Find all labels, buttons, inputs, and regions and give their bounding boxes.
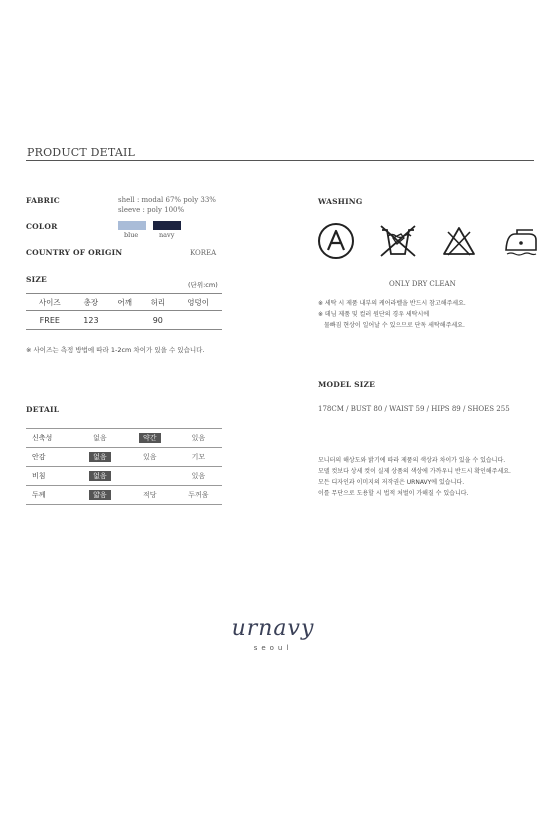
- size-note: ※ 사이즈는 측정 방법에 따라 1-2cm 차이가 있을 수 있습니다.: [26, 346, 205, 354]
- disclaimer-line: 이를 무단으로 도용할 시 법적 처벌이 가해질 수 있습니다.: [318, 490, 469, 497]
- size-col-header: 엉덩이: [174, 294, 222, 311]
- model-size-value: 178CM / BUST 80 / WAIST 59 / HIPS 89 / SHOES 255: [318, 405, 510, 413]
- disclaimer-line: 모델 컷보다 상세 컷이 실제 상품의 색상에 가까우니 반드시 확인해주세요.: [318, 468, 511, 475]
- washing-label: WASHING: [318, 197, 363, 206]
- detail-option: 있음: [125, 448, 175, 467]
- washing-note-1: ※ 세탁 시 제품 내부의 케어라벨을 반드시 참고해주세요.: [318, 300, 466, 307]
- fabric-sleeve-value: sleeve : poly 100%: [118, 206, 185, 214]
- color-label: COLOR: [26, 222, 58, 231]
- size-col-header: 사이즈: [26, 294, 74, 311]
- table-row: [26, 448, 222, 467]
- no-bleach-icon: [442, 226, 476, 256]
- size-cell: 123: [74, 311, 109, 330]
- color-swatch-navy: [153, 221, 181, 230]
- size-table-header: [26, 294, 222, 311]
- detail-option: 적당: [125, 486, 175, 505]
- brand-logo: [228, 617, 318, 652]
- origin-value: KOREA: [190, 249, 217, 257]
- brand-logo-wordmark: urnavy: [231, 616, 315, 641]
- size-col-header: 어깨: [108, 294, 141, 311]
- fabric-shell-value: shell : modal 67% poly 33%: [118, 196, 216, 204]
- detail-row-label: 신축성: [26, 429, 75, 448]
- detail-option-selected: 없음: [75, 467, 125, 486]
- detail-option: [125, 467, 175, 486]
- color-name-blue: blue: [124, 231, 139, 239]
- size-unit: (단위:cm): [188, 281, 218, 289]
- detail-option: 두꺼움: [175, 486, 222, 505]
- size-table: [26, 293, 222, 330]
- dry-clean-a-icon: [317, 222, 355, 260]
- fabric-label: FABRIC: [26, 196, 60, 205]
- size-cell: 90: [141, 311, 174, 330]
- size-label: SIZE: [26, 275, 47, 284]
- color-name-navy: navy: [159, 231, 175, 239]
- no-hand-wash-icon: [379, 224, 417, 258]
- detail-option: 기모: [175, 448, 222, 467]
- detail-row-label: 비침: [26, 467, 75, 486]
- detail-option: 있음: [175, 429, 222, 448]
- size-cell: FREE: [26, 311, 74, 330]
- size-col-header: 허리: [141, 294, 174, 311]
- color-swatch-blue: [118, 221, 146, 230]
- size-cell: [174, 311, 222, 330]
- detail-row-label: 안감: [26, 448, 75, 467]
- brand-logo-subtitle: seoul: [253, 644, 293, 652]
- detail-table: [26, 428, 222, 505]
- iron-low-icon: [503, 226, 539, 256]
- origin-label: COUNTRY OF ORIGIN: [26, 248, 123, 257]
- washing-note-3: 물빠짐 현상이 일어날 수 있으므로 단독 세탁해주세요.: [324, 322, 465, 329]
- disclaimer-line: 모니터의 해상도와 밝기에 따라 제품의 색상과 차이가 있을 수 있습니다.: [318, 457, 506, 464]
- detail-option: 없음: [75, 429, 125, 448]
- detail-label: DETAIL: [26, 405, 60, 414]
- detail-option-selected: 없음: [75, 448, 125, 467]
- page-title: PRODUCT DETAIL: [27, 146, 136, 159]
- table-row: [26, 429, 222, 448]
- detail-option-selected: 얇음: [75, 486, 125, 505]
- model-size-label: MODEL SIZE: [318, 380, 376, 389]
- table-row: [26, 486, 222, 505]
- size-col-header: 총장: [74, 294, 109, 311]
- detail-option-selected: 약간: [125, 429, 175, 448]
- washing-caption: ONLY DRY CLEAN: [389, 280, 456, 288]
- washing-note-2: ※ 데님 제품 및 컬러 원단의 경우 세탁시에: [318, 311, 430, 318]
- table-row: [26, 467, 222, 486]
- disclaimer-line: 모든 디자인과 이미지의 저작권은 URNAVY에 있습니다.: [318, 479, 465, 486]
- detail-option: 있음: [175, 467, 222, 486]
- table-row: [26, 311, 222, 330]
- size-cell: [108, 311, 141, 330]
- detail-row-label: 두께: [26, 486, 75, 505]
- title-divider: [26, 160, 534, 161]
